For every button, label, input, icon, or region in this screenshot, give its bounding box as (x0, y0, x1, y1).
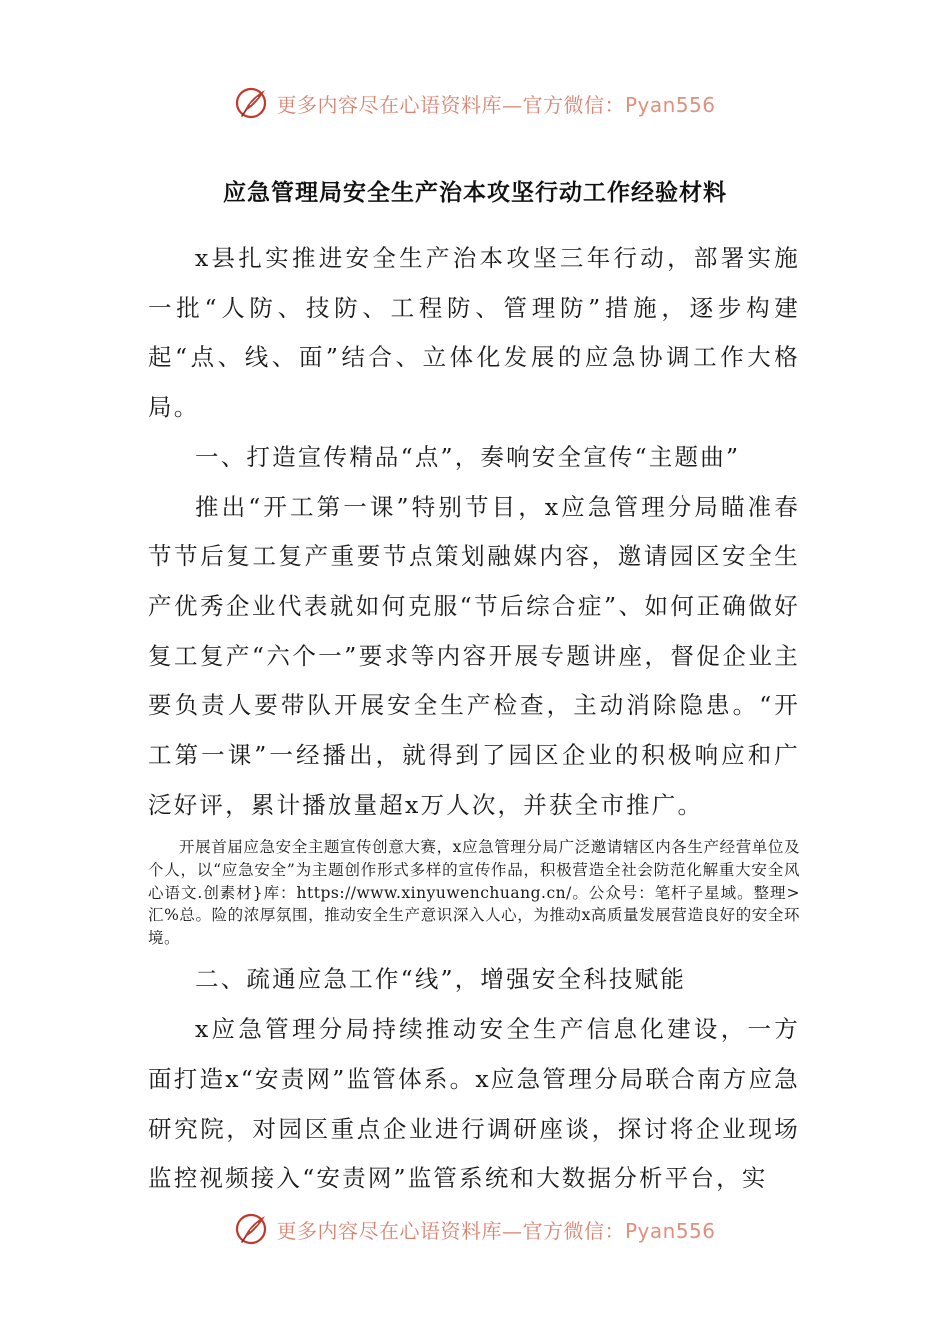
section-heading-1: 一、打造宣传精品“点”，奏响安全宣传“主题曲” (195, 442, 741, 471)
wechat-id: Pyan556 (624, 92, 716, 117)
paragraph-3: x应急管理分局持续推动安全生产信息化建设，一方面打造x“安责网”监管体系。x应急管理分局联合南方应急研究院，对园区重点企业进行调研座谈，探讨将企业现场监控视频接入“安责网”监管系统和大数据分析平台，实 (148, 1015, 800, 1193)
banner-text: 更多内容尽在心语资料库—官方微信：Pyan556 (276, 1218, 716, 1243)
paragraph-intro: x县扎实推进安全生产治本攻坚三年行动，部署实施一批“人防、技防、工程防、管理防”措施，逐步构建起“点、线、面”结合、立体化发展的应急协调工作大格局。 (148, 244, 800, 422)
document-title: 应急管理局安全生产治本攻坚行动工作经验材料 (223, 180, 727, 206)
feather-pen-logo-icon (234, 1211, 270, 1247)
wechat-id: Pyan556 (624, 1218, 716, 1243)
feather-pen-logo-icon (234, 85, 270, 121)
footer-banner (0, 1209, 950, 1249)
section-heading-2: 二、疏通应急工作“线”，增强安全科技赋能 (195, 965, 687, 994)
banner-text: 更多内容尽在心语资料库—官方微信：Pyan556 (276, 92, 716, 117)
paragraph-1: 推出“开工第一课”特别节目，x应急管理分局瞄准春节节后复工复产重要节点策划融媒内容，邀请园区安全生产优秀企业代表就如何克服“节后综合症”、如何正确做好复工复产“六个一”要求等内容开展专题讲座，督促企业主要负责人要带队开展安全生产检查，主动消除隐患。“开工第一课”一经播出，就得到了园区企业的积极响应和广泛好评，累计播放量超x万人次，并获全市推广。 (148, 492, 800, 819)
paragraph-2: 开展首届应急安全主题宣传创意大赛，x应急管理分局广泛邀请辖区内各生产经营单位及个人，以“应急安全”为主题创作形式多样的宣传作品，积极营造全社会防范化解重大安全风心语文.创素材}库：https://www.xinyuwenchuang.cn/。公众号：笔杆子星域。整理>汇%总。险的浓厚氛围，推动安全生产意识深入人心，为推动x高质量发展营造良好的安全环境。 (148, 838, 800, 947)
header-banner (0, 83, 950, 123)
document-body (148, 234, 800, 1204)
